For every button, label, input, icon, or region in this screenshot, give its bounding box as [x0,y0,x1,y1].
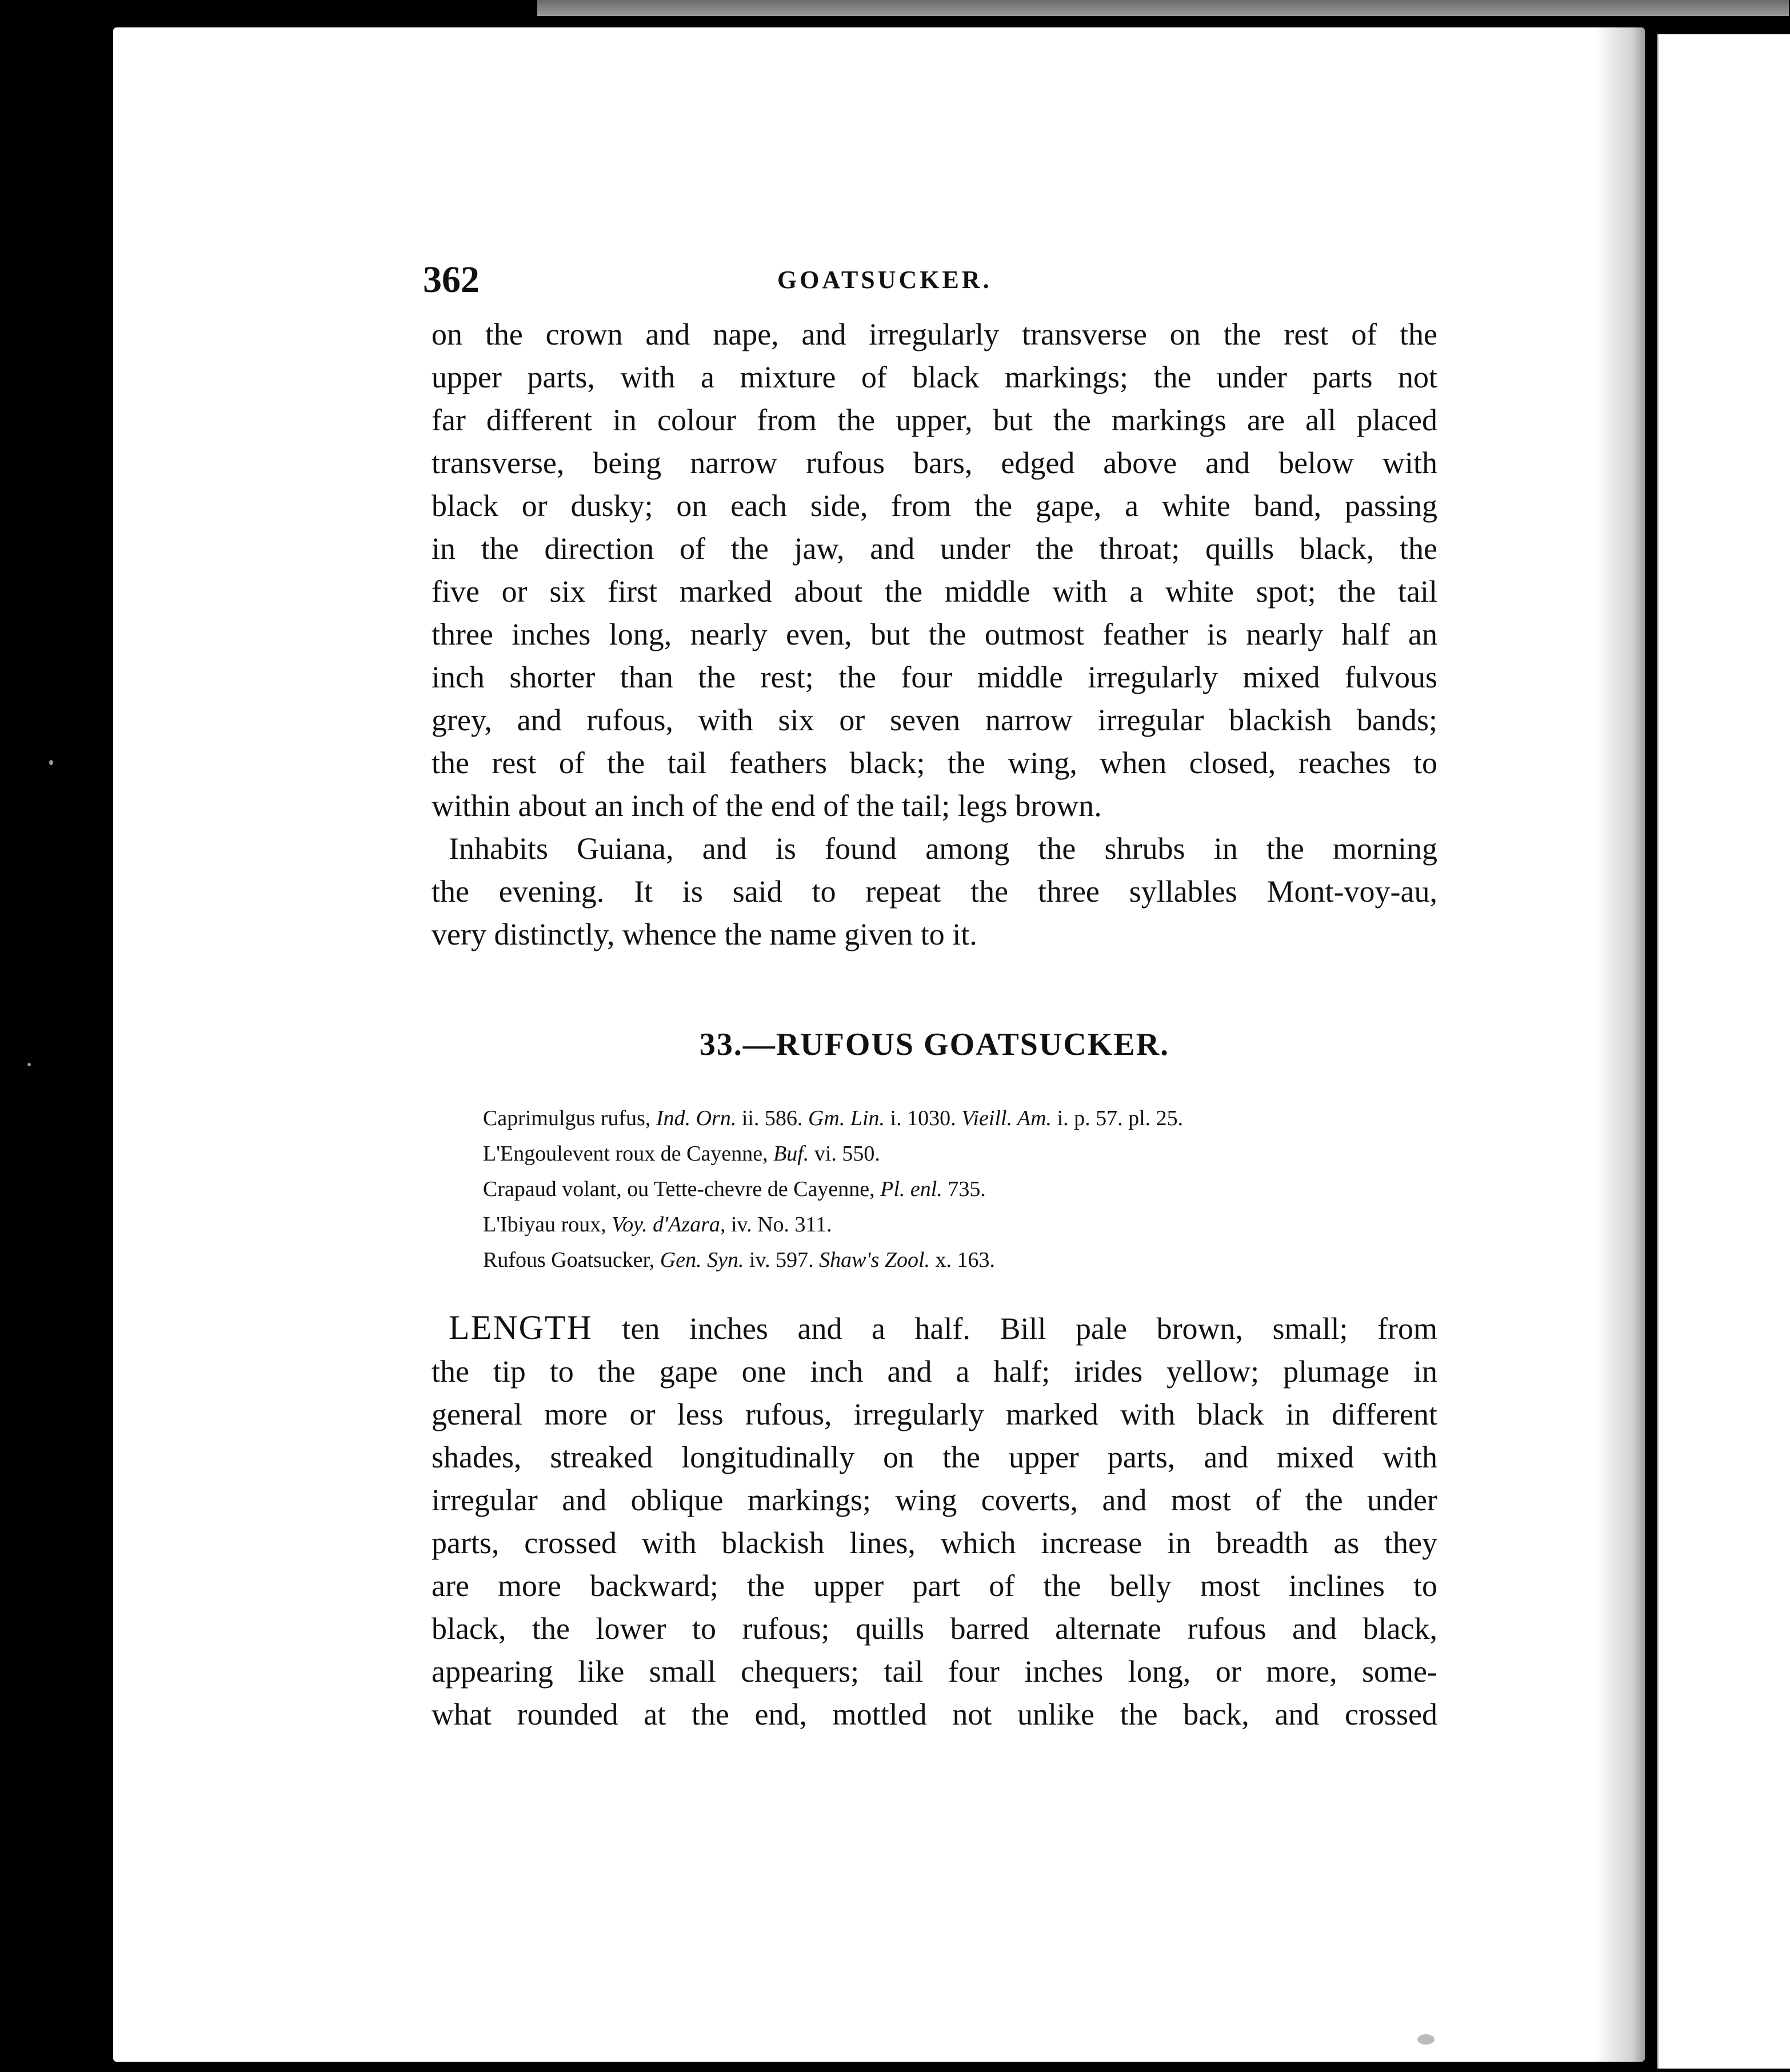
text-line: the rest of the tail feathers black; the wing, when closed, reaches to [431,746,1437,780]
text-line: black, the lower to rufous; quills barred alternate rufous and black, [431,1611,1437,1646]
reference-locator: i. 1030. [885,1106,962,1130]
text-line: general more or less rufous, irregularly marked with black in different [431,1397,1437,1431]
facing-page-edge [1657,34,1790,2069]
synonymy-entry [483,1207,1437,1242]
text-line: very distinctly, whence the name given to it. [431,917,977,951]
synonym-name: L'Ibiyau roux, [483,1213,612,1237]
running-title: GOATSUCKER. [777,266,992,294]
text-line: upper parts, with a mixture of black markings; the under parts not [431,360,1437,394]
reference-locator: ii. 586. [736,1106,808,1130]
text-line: on the crown and nape, and irregularly transverse on the rest of the [431,317,1437,351]
reference-locator: x. 163. [930,1248,996,1272]
reference-locator: 735. [942,1177,986,1201]
reference-work: Shaw's Zool. [819,1248,930,1272]
reference-locator: i. p. 57. pl. 25. [1052,1106,1184,1130]
reference-work: Buf. [773,1142,809,1166]
reference-work: Gen. Syn. [660,1248,744,1272]
first-line-text: ten inches and a half. Bill pale brown, small; from [592,1311,1437,1346]
text-line: grey, and rufous, with six or seven narrow irregular blackish bands; [431,703,1437,737]
section-heading: 33.—RUFOUS GOATSUCKER. [699,1027,1170,1062]
previous-leaf-edge [537,0,1789,16]
synonymy-entry [483,1171,1437,1207]
reference-locator: iv. No. 311. [725,1213,832,1237]
synonym-name: Rufous Goatsucker, [483,1248,660,1272]
text-line: shades, streaked longitudinally on the upper parts, and mixed with [431,1440,1437,1474]
description-first-line [431,1306,1437,1350]
reference-work: Voy. d'Azara, [612,1213,726,1237]
synonym-name: Caprimulgus rufus, [483,1106,656,1130]
text-line: what rounded at the end, mottled not unlike the back, and crossed [431,1697,1437,1731]
text-line: transverse, being narrow rufous bars, edged above and below with [431,446,1437,480]
habitat-paragraph [431,827,1437,956]
lead-word: LENGTH [449,1309,593,1346]
text-line: far different in colour from the upper, but the markings are all placed [431,403,1437,437]
synonymy-entry [483,1242,1437,1278]
text-line: in the direction of the jaw, and under the throat; quills black, the [431,531,1437,566]
reference-work: Gm. Lin. [808,1106,885,1130]
text-line: within about an inch of the end of the tail; legs brown. [431,789,1102,823]
text-line: black or dusky; on each side, from the gape, a white band, passing [431,489,1437,523]
species-description [431,1306,1437,1736]
text-line: inch shorter than the rest; the four middle irregularly mixed fulvous [431,660,1437,694]
text-line: irregular and oblique markings; wing coverts, and most of the under [431,1483,1437,1517]
gutter-shadow [1595,27,1649,2062]
reference-work: Vieill. Am. [961,1106,1052,1130]
text-line: three inches long, nearly even, but the outmost feather is nearly half an [431,617,1437,651]
synonymy-list [483,1101,1437,1278]
text-line: five or six first marked about the middle with a white spot; the tail [431,574,1437,609]
synonym-name: Crapaud volant, ou Tette-chevre de Cayenne, [483,1177,881,1201]
text-line: are more backward; the upper part of the belly most inclines to [431,1569,1437,1603]
text-line: Inhabits Guiana, and is found among the shrubs in the morning [449,831,1437,866]
reference-locator: vi. 550. [809,1142,880,1166]
reference-work: Pl. enl. [880,1177,942,1201]
synonymy-entry [483,1101,1437,1136]
reference-locator: iv. 597. [744,1248,820,1272]
text-line: appearing like small chequers; tail four inches long, or more, some- [431,1654,1437,1689]
text-line: the evening. It is said to repeat the three syllables Mont-voy-au, [431,874,1437,909]
text-line: the tip to the gape one inch and a half; irides yellow; plumage in [431,1354,1437,1389]
running-head [423,251,1395,309]
text-line: parts, crossed with blackish lines, which increase in breadth as they [431,1526,1437,1560]
synonymy-entry [483,1136,1437,1171]
page-number: 362 [423,259,480,301]
page-body [431,313,1437,1736]
continued-description [431,313,1437,827]
synonym-name: L'Engoulevent roux de Cayenne, [483,1142,774,1166]
reference-work: Ind. Orn. [656,1106,737,1130]
